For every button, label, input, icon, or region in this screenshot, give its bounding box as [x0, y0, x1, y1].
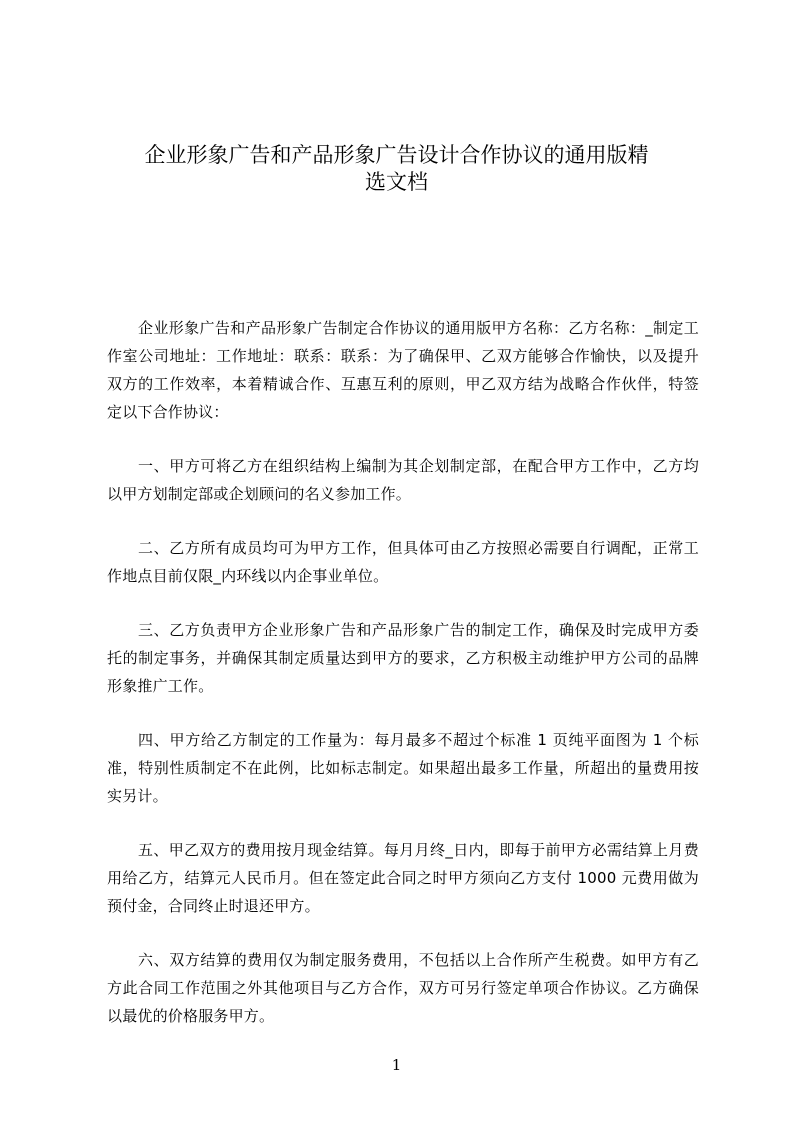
document-title [90, 142, 703, 196]
paragraph-clause-5: 五、甲乙双方的费用按月现金结算。每月月终_日内，即每于前甲方必需结算上月费用给乙方，结算元人民币月。但在签定此合同之时甲方须向乙方支付 1000 元费用做为预付金，合同终止时退还甲方。 [107, 841, 699, 915]
page-number: 1 [391, 1056, 402, 1074]
paragraph-clause-3: 三、乙方负责甲方企业形象广告和产品形象广告的制定工作，确保及时完成甲方委托的制定事务，并确保其制定质量达到甲方的要求，乙方积极主动维护甲方公司的品牌形象推广工作。 [107, 621, 699, 695]
title-line-2: 选文档 [365, 170, 428, 194]
title-line-1: 企业形象广告和产品形象广告设计合作协议的通用版精 [144, 143, 649, 167]
paragraph-clause-2: 二、乙方所有成员均可为甲方工作，但具体可由乙方按照必需要自行调配，正常工作地点目前仅限_内环线以内企事业单位。 [107, 539, 699, 585]
paragraph-intro: 企业形象广告和产品形象广告制定合作协议的通用版甲方名称：乙方名称：_制定工作室公司地址：工作地址：联系：联系：为了确保甲、乙双方能够合作愉快，以及提升双方的工作效率，本着精诚合作、互惠互利的原则，甲乙双方结为战略合作伙伴，特签定以下合作协议： [107, 319, 699, 421]
paragraph-clause-4: 四、甲方给乙方制定的工作量为：每月最多不超过个标准 1 页纯平面图为 1 个标准，特别性质制定不在此例，比如标志制定。如果超出最多工作量，所超出的量费用按实另计。 [107, 731, 699, 805]
document-body [107, 314, 699, 1056]
paragraph-clause-1: 一、甲方可将乙方在组织结构上编制为其企划制定部，在配合甲方工作中，乙方均以甲方划制定部或企划顾问的名义参加工作。 [107, 457, 699, 503]
paragraph-clause-6: 六、双方结算的费用仅为制定服务费用，不包括以上合作所产生税费。如甲方有乙方此合同工作范围之外其他项目与乙方合作，双方可另行签定单项合作协议。乙方确保以最优的价格服务甲方。 [107, 951, 699, 1025]
